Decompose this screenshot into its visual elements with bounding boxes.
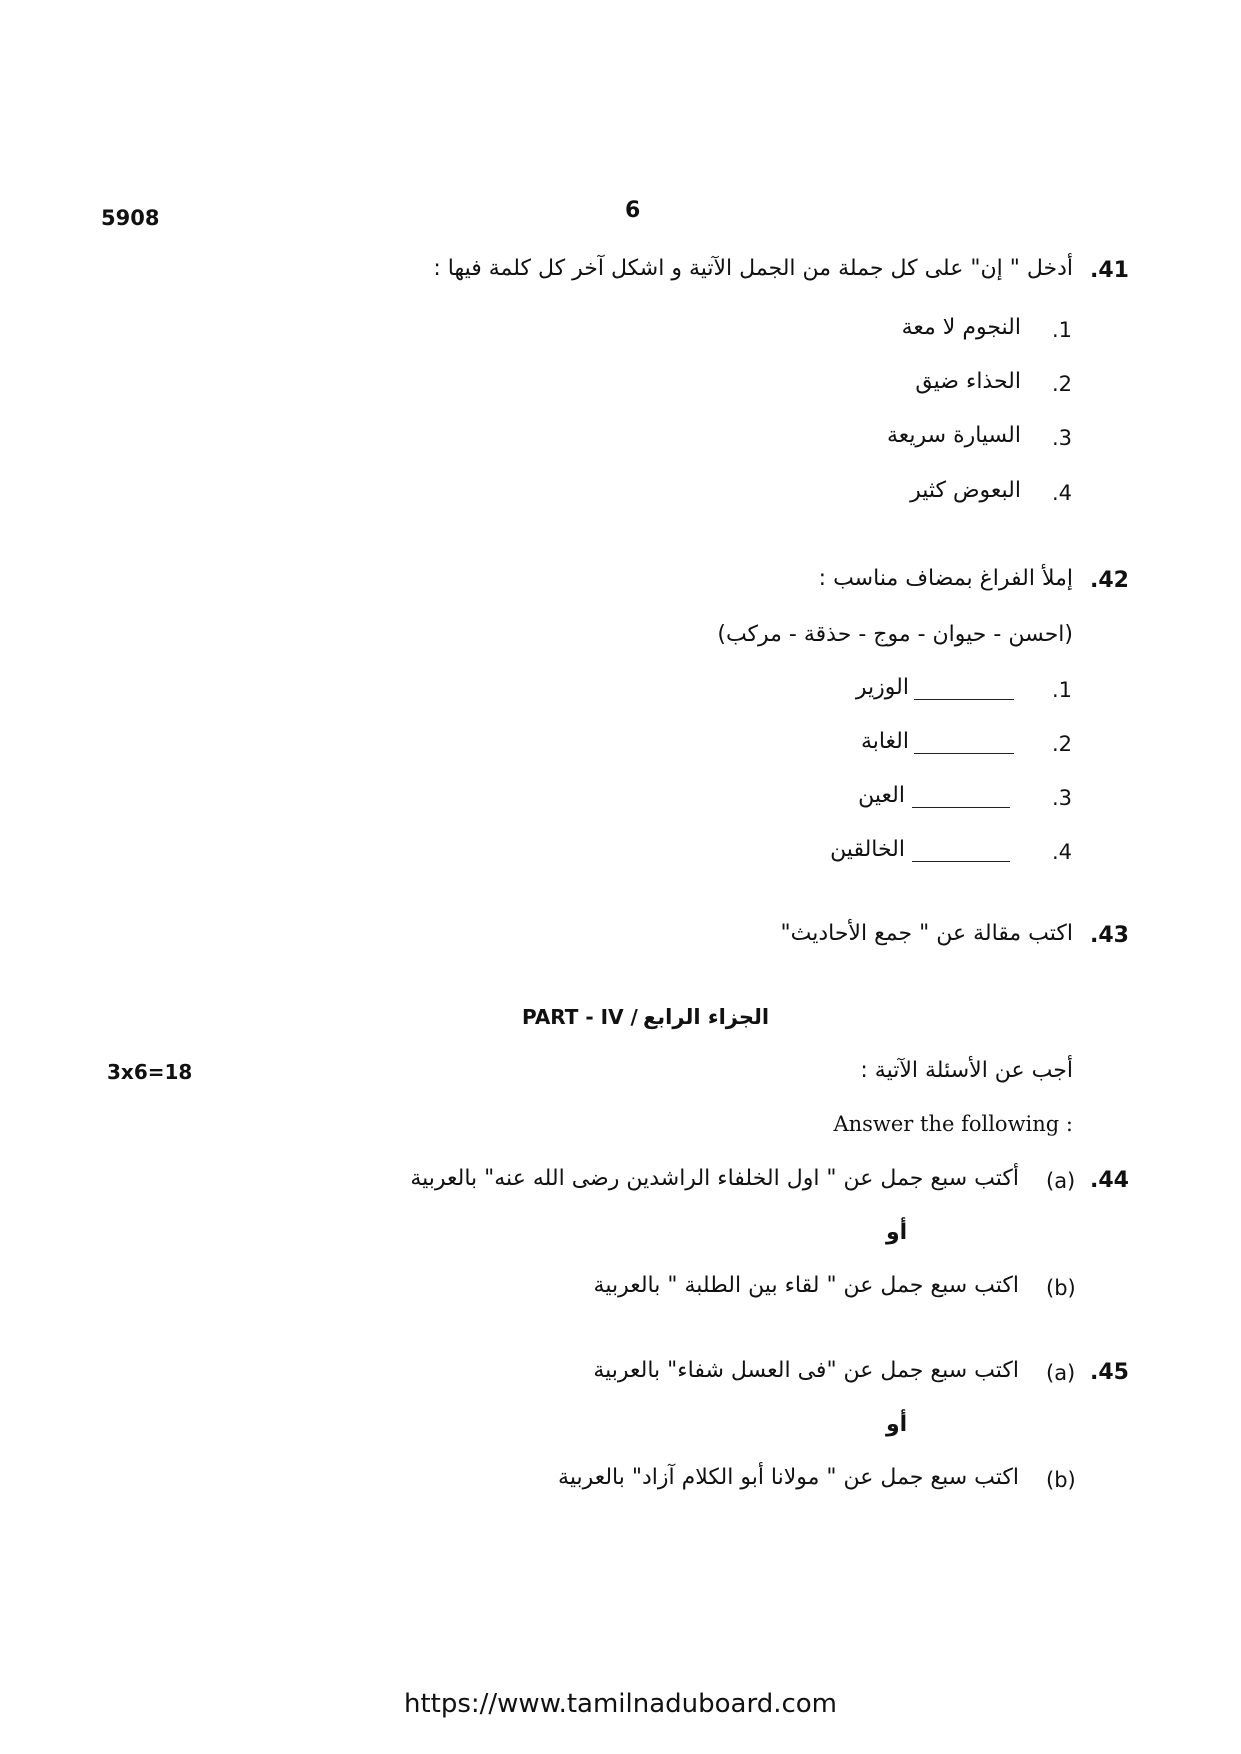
question-42-text: إملأ الفراغ بمضاف مناسب : bbox=[818, 566, 1073, 591]
q44-or: أو bbox=[886, 1220, 908, 1245]
page-number: 6 bbox=[625, 198, 641, 223]
q41-item-4-number: .4 bbox=[1052, 481, 1073, 505]
q42-item-2-number: .2 bbox=[1052, 732, 1073, 756]
q42-item-1-text: الوزير bbox=[855, 675, 909, 700]
q42-item-1-number: .1 bbox=[1052, 678, 1073, 702]
q42-item-4-number: .4 bbox=[1052, 840, 1073, 864]
q41-item-2-number: .2 bbox=[1052, 372, 1073, 396]
q45-b-label: (b) bbox=[1046, 1468, 1076, 1492]
question-number-45: .45 bbox=[1090, 1360, 1129, 1385]
q44-b-text: اكتب سبع جمل عن " لقاء بين الطلبة " بالعربية bbox=[593, 1273, 1019, 1298]
q44-a-text: أكتب سبع جمل عن " اول الخلفاء الراشدين رضى الله عنه" بالعربية bbox=[410, 1166, 1019, 1191]
q41-item-3-number: .3 bbox=[1052, 426, 1073, 450]
q44-b-label: (b) bbox=[1046, 1276, 1076, 1300]
q45-a-text: اكتب سبع جمل عن "فى العسل شفاء" بالعربية bbox=[593, 1358, 1019, 1383]
question-number-41: .41 bbox=[1090, 258, 1129, 283]
q41-item-4-text: البعوض كثير bbox=[910, 478, 1021, 503]
question-number-43: .43 bbox=[1090, 923, 1129, 948]
q42-item-3-blank bbox=[912, 806, 1010, 808]
question-42-options: (احسن - حيوان - موج - حذقة - مركب) bbox=[717, 622, 1073, 647]
q41-item-1-text: النجوم لا معة bbox=[901, 315, 1021, 340]
part-iv-heading bbox=[522, 1005, 769, 1029]
question-number-44: .44 bbox=[1090, 1168, 1129, 1193]
part-iv-title-ar: الجزاء الرابع bbox=[642, 1005, 770, 1029]
q45-b-text: اكتب سبع جمل عن " مولانا أبو الكلام آزاد" بالعربية bbox=[558, 1465, 1019, 1490]
part-iv-instruction-ar: أجب عن الأسئلة الآتية : bbox=[860, 1058, 1073, 1083]
question-number-42: .42 bbox=[1090, 568, 1129, 593]
q41-item-3-text: السيارة سريعة bbox=[886, 423, 1021, 448]
q42-item-3-number: .3 bbox=[1052, 786, 1073, 810]
part-iv-instruction-en: Answer the following : bbox=[833, 1112, 1073, 1136]
q45-or: أو bbox=[886, 1412, 908, 1437]
q41-item-1-number: .1 bbox=[1052, 318, 1073, 342]
q42-item-2-blank bbox=[914, 752, 1014, 754]
q42-item-4-blank bbox=[912, 860, 1010, 862]
q45-a-label: (a) bbox=[1046, 1361, 1076, 1385]
q41-item-2-text: الحذاء ضيق bbox=[915, 369, 1021, 394]
footer-url[interactable]: https://www.tamilnaduboard.com bbox=[403, 1689, 838, 1719]
q42-item-1-blank bbox=[914, 698, 1014, 700]
q42-item-3-text: العين bbox=[858, 783, 905, 808]
q42-item-4-text: الخالقين bbox=[830, 837, 905, 862]
question-43-text: اكتب مقالة عن " جمع الأحاديث" bbox=[780, 921, 1073, 946]
q44-a-label: (a) bbox=[1046, 1169, 1076, 1193]
part-iv-marks: 3x6=18 bbox=[107, 1060, 193, 1084]
question-41-text: أدخل " إن" على كل جملة من الجمل الآتية و اشكل آخر كل كلمة فيها : bbox=[433, 256, 1073, 281]
q42-item-2-text: الغابة bbox=[860, 729, 909, 754]
paper-code: 5908 bbox=[101, 206, 160, 230]
part-iv-title-en: PART - IV / bbox=[522, 1005, 638, 1029]
